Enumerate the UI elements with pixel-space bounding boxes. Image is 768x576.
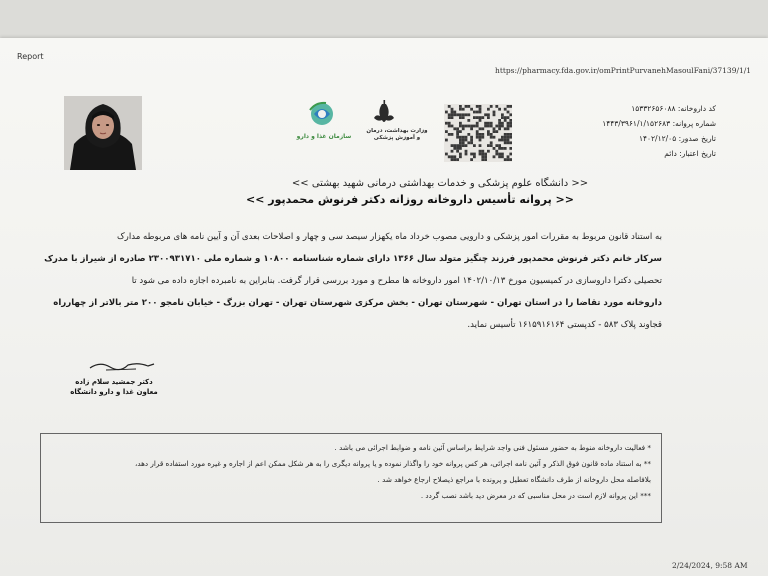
fda-logo-icon [310, 103, 333, 125]
notes-box [40, 433, 662, 523]
signatory-role: معاون غذا و دارو دانشگاه [70, 388, 158, 396]
body-line-3: تحصیلی دکترا داروسازی در کمیسیون مورخ ۱۴۰۲/۱۰/۱۳ امور داروخانه ها مطرح و مورد بررسی قرار گرفت. بنابراین به نامبرده اجازه داده می شود تا [131, 276, 662, 286]
body-line-4: داروخانه مورد تقاضا را در استان تهران - شهرستان تهران - بخش مرکزی شهرستان تهران - تهران بزرگ - خیابان نامجو ۲۰۰ متر بالاتر از چهارراه [53, 298, 662, 308]
applicant-photo [64, 96, 142, 170]
ministry-logo-text: وزارت بهداشت، درمان و آموزش پزشکی [366, 128, 428, 141]
signature-block [68, 365, 160, 405]
applicant-portrait-image [64, 96, 142, 170]
issue-date: تاریخ صدور: ۱۴۰۲/۱۲/۰۵ [638, 134, 716, 143]
signatory-name: دکتر جمشید سلام زاده [75, 378, 153, 386]
note-4: *** این پروانه لازم است در محل مناسبی که در معرض دید باشد نصب گردد . [420, 491, 651, 500]
body-line-2: سرکار خانم دکتر فرنوش محمدپور فرزند چنگیز متولد سال ۱۳۶۶ دارای شماره شناسنامه ۱۰۸۰۰ و شماره ملی ۲۳۰۰۹۳۱۷۱۰ صادره از شیراز با مدرک [44, 254, 662, 264]
page-url: https://pharmacy.fda.gov.ir/omPrintPurvanehMasoulFani/37139/1/1 [495, 66, 752, 75]
body-line-5: قجاوند پلاک ۵۸۳ - کدپستی ۱۶۱۵۹۱۶۱۶۴ تأسیس نماید. [467, 320, 662, 330]
note-1: * فعالیت داروخانه منوط به حضور مسئول فنی واجد شرایط براساس آئین نامه و ضوابط اجرائی می باشد . [334, 443, 651, 452]
ministry-and-fda-logos [296, 98, 428, 158]
iran-emblem-icon [374, 100, 394, 122]
background-strip [0, 0, 768, 38]
fda-logo-text: سازمان غذا و دارو [296, 133, 352, 140]
license-number: شماره پروانه: ۱۴۴۳/۳۹۶۱/۱/۱۵۲۶۸۳ [602, 119, 716, 128]
license-metadata [476, 101, 716, 161]
note-2: ** به استناد ماده قانون فوق الذکر و آئین نامه اجرائی، هر کس پروانه خود را واگذار نموده و یا پروانه دیگری را به هر شکل ممکن اعم از اجاره و غیره مورد استفاده قرار دهد، [135, 459, 651, 468]
pharmacy-code: کد داروخانه: ۱۵۳۳۲۶۵۶۰۸۸ [631, 104, 716, 113]
body-line-1: به استناد قانون مربوط به مقررات امور پزشکی و دارویی مصوب خرداد ماه یکهزار سیصد سی و چهار و اصلاحات بعدی آن و آیین نامه های مربوطه مدارک [116, 232, 662, 242]
validity-date: تاریخ اعتبار: دائم [664, 149, 716, 158]
university-heading: << دانشگاه علوم پزشکی و خدمات بهداشتی درمانی شهید بهشتی >> [291, 178, 589, 189]
handwritten-signature-icon [88, 359, 158, 373]
license-body [30, 226, 662, 336]
print-timestamp: 2/24/2024, 9:58 AM [672, 561, 748, 570]
license-title: << پروانه تأسیس داروخانه روزانه دکتر فرنوش محمدپور >> [246, 193, 574, 206]
note-3: بلافاصله محل داروخانه از طرف دانشگاه تعطیل و پرونده با مراجع ذیصلاح ارجاع خواهد شد . [377, 475, 651, 484]
report-label: Report [17, 52, 44, 61]
